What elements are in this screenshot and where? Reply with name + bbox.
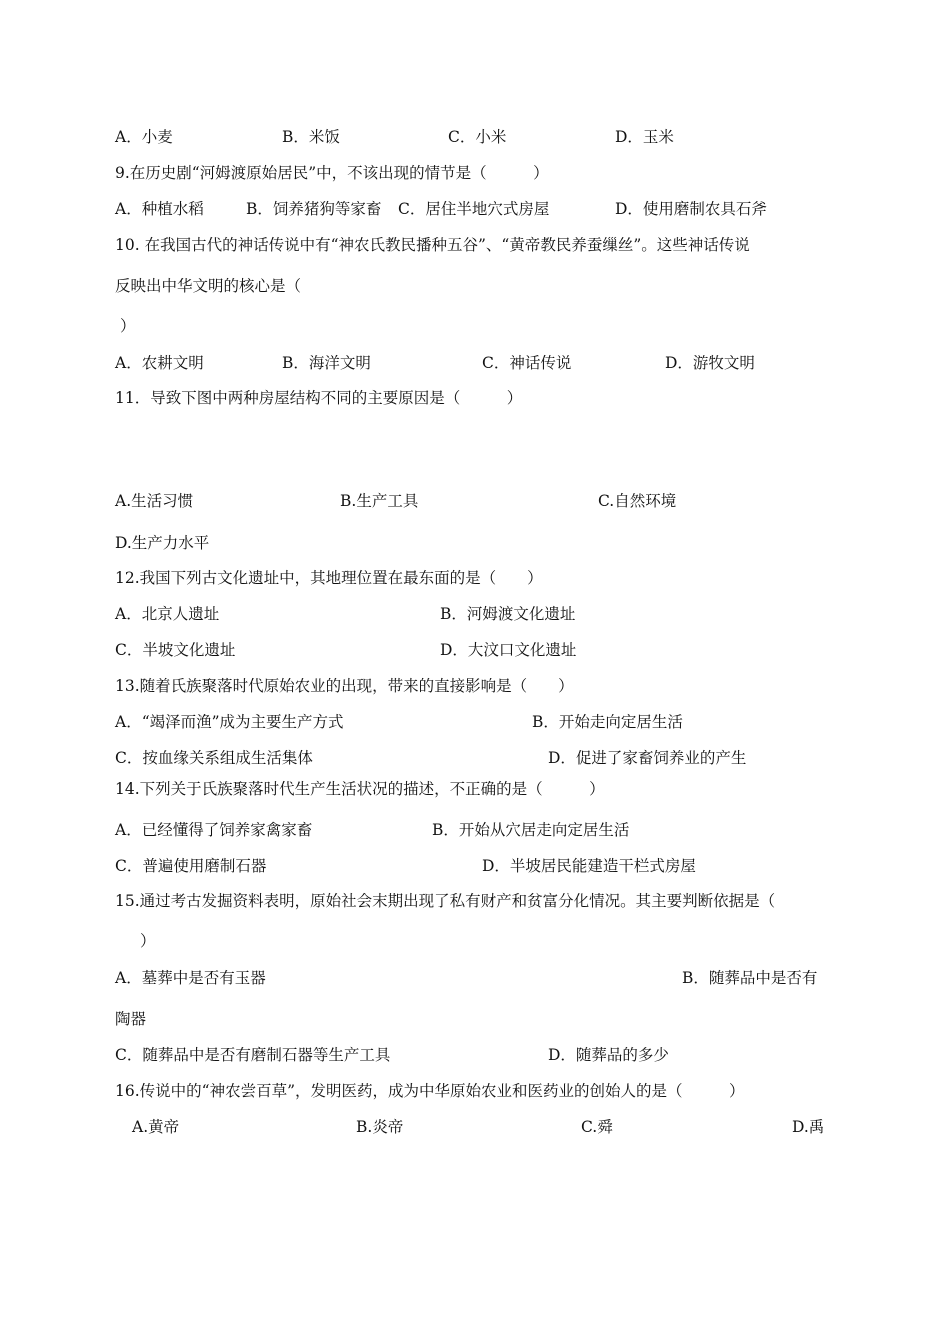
q10-option-b: B．海洋文明	[282, 354, 371, 372]
q10-option-d: D．游牧文明	[665, 354, 755, 372]
q8-option-c: C．小米	[448, 128, 507, 146]
q15-option-a: A．墓葬中是否有玉器	[115, 969, 266, 987]
q8-option-a: A．小麦	[115, 128, 173, 146]
q9-option-d: D．使用磨制农具石斧	[615, 200, 767, 218]
q11-stem: 11．导致下图中两种房屋结构不同的主要原因是（ ）	[115, 389, 523, 407]
q15-option-b-continued: 陶器	[115, 1010, 147, 1028]
q15-option-d: D．随葬品的多少	[548, 1046, 669, 1064]
q9-option-c: C．居住半地穴式房屋	[398, 200, 550, 218]
q13-stem: 13.随着氏族聚落时代原始农业的出现，带来的直接影响是（ ）	[115, 677, 574, 695]
q12-option-b: B．河姆渡文化遗址	[440, 605, 576, 623]
q9-option-b: B．饲养猪狗等家畜	[246, 200, 382, 218]
q10-option-a: A．农耕文明	[115, 354, 204, 372]
q9-stem: 9.在历史剧“河姆渡原始居民”中，不该出现的情节是（ ）	[115, 164, 549, 182]
q14-option-d: D．半坡居民能建造干栏式房屋	[482, 857, 696, 875]
q14-option-a: A．已经懂得了饲养家禽家畜	[115, 821, 313, 839]
q16-option-d: D.禹	[792, 1118, 825, 1136]
q12-option-d: D．大汶口文化遗址	[440, 641, 577, 659]
q12-option-a: A．北京人遗址	[115, 605, 220, 623]
q15-option-b: B．随葬品中是否有	[682, 969, 818, 987]
q13-option-d: D．促进了家畜饲养业的产生	[548, 749, 747, 767]
q8-option-d: D．玉米	[615, 128, 674, 146]
q13-option-b: B．开始走向定居生活	[532, 713, 683, 731]
q14-stem: 14.下列关于氏族聚落时代生产生活状况的描述，不正确的是（ ）	[115, 780, 605, 798]
q11-option-a: A.生活习惯	[115, 492, 194, 510]
q9-option-a: A．种植水稻	[115, 200, 204, 218]
q13-option-c: C．按血缘关系组成生活集体	[115, 749, 313, 767]
q12-stem: 12.我国下列古文化遗址中，其地理位置在最东面的是（ ）	[115, 569, 543, 587]
q14-option-b: B．开始从穴居走向定居生活	[432, 821, 630, 839]
q11-option-c: C.自然环境	[598, 492, 677, 510]
q15-stem-line2: ）	[140, 932, 156, 950]
q15-stem-line1: 15.通过考古发掘资料表明，原始社会末期出现了私有财产和贫富分化情况。其主要判断依据是（	[115, 892, 776, 910]
q15-option-c: C．随葬品中是否有磨制石器等生产工具	[115, 1046, 391, 1064]
q16-stem: 16.传说中的“神农尝百草”，发明医药，成为中华原始农业和医药业的创始人的是（ ）	[115, 1082, 745, 1100]
q8-option-b: B．米饭	[282, 128, 340, 146]
q16-option-b: B.炎帝	[356, 1118, 404, 1136]
q16-option-a: A.黄帝	[132, 1118, 180, 1136]
q12-option-c: C．半坡文化遗址	[115, 641, 236, 659]
q10-stem-line2: 反映出中华文明的核心是（	[115, 277, 302, 295]
q13-option-a: A．“竭泽而渔”成为主要生产方式	[115, 713, 344, 731]
q10-stem-line3: ）	[120, 317, 136, 335]
q16-option-c: C.舜	[581, 1118, 613, 1136]
q10-option-c: C．神话传说	[482, 354, 572, 372]
q11-option-b: B.生产工具	[340, 492, 419, 510]
q11-option-d: D.生产力水平	[115, 534, 210, 552]
q14-option-c: C．普遍使用磨制石器	[115, 857, 267, 875]
q10-stem-line1: 10. 在我国古代的神话传说中有“神农氏教民播种五谷”、“黄帝教民养蚕缫丝”。这些神话传说	[115, 236, 750, 254]
